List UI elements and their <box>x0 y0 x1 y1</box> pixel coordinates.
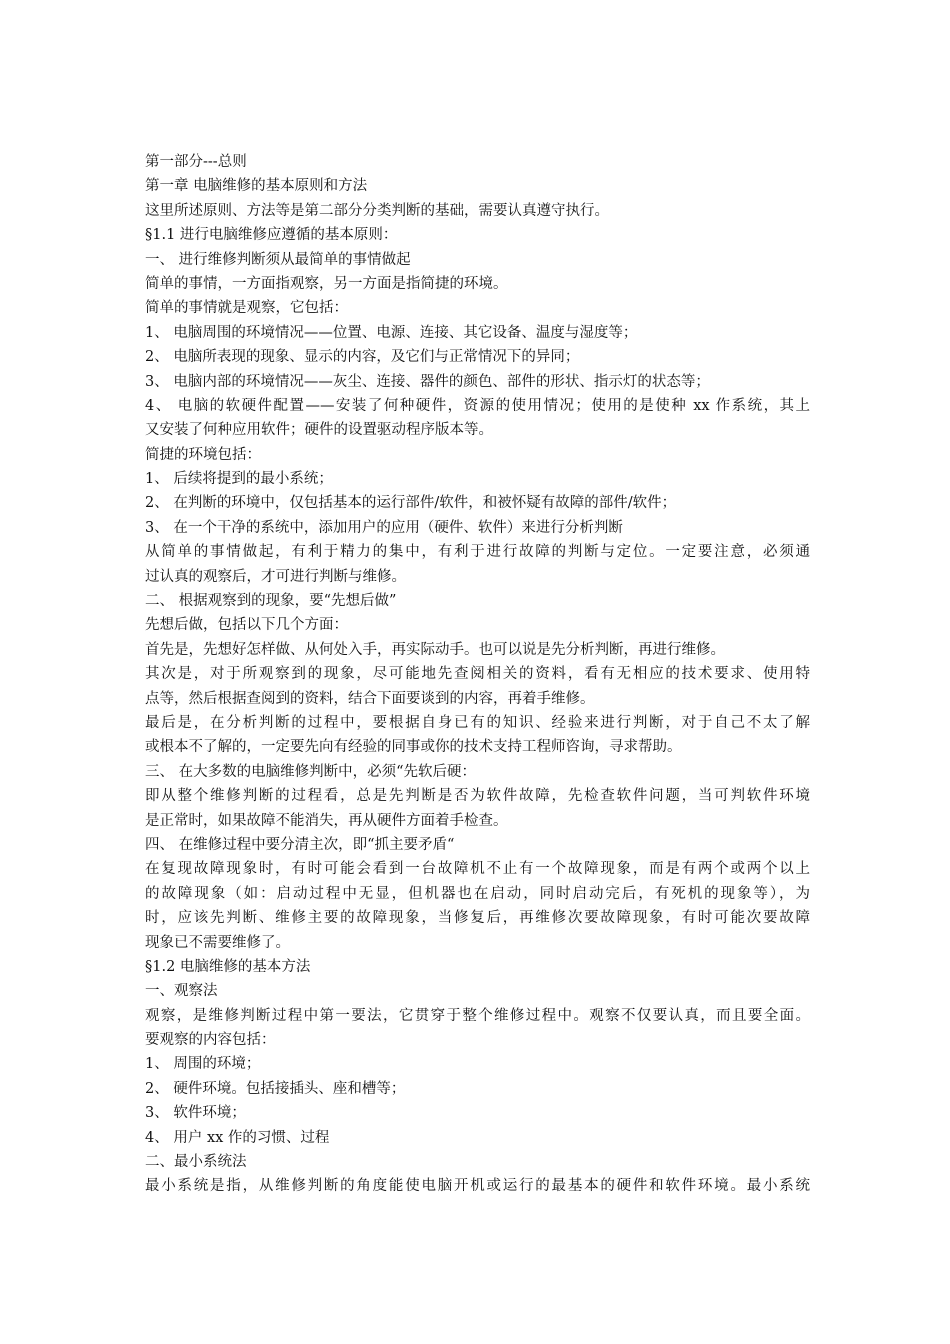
section-heading-1-2: §1.2 电脑维修的基本方法 <box>145 958 311 975</box>
principle-heading-2: 二、 根据观察到的现象，要“先想后做” <box>145 593 397 610</box>
text-line: 最后是，在分析判断的过程中，要根据自身已有的知识、经验来进行判断，对于自己不太了解 <box>145 714 810 731</box>
part-heading: 第一部分---总则 <box>145 154 247 170</box>
text-line: 点等，然后根据查阅到的资料，结合下面要谈到的内容，再着手维修。 <box>145 690 595 707</box>
section-heading-1-1: §1.1 进行电脑维修应遵循的基本原则： <box>145 227 398 244</box>
text-line: 其次是，对于所观察到的现象，尽可能地先查阅相关的资料，看有无相应的技术要求、使用特 <box>145 666 810 683</box>
text-line: 首先是，先想好怎样做、从何处入手，再实际动手。也可以说是先分析判断，再进行维修。 <box>145 641 725 658</box>
text-line: 即从整个维修判断的过程看，总是先判断是否为软件故障，先检查软件问题，当可判软件环境 <box>145 788 810 805</box>
principle-heading-3: 三、 在大多数的电脑维修判断中，必须“先软后硬： <box>145 763 477 780</box>
principle-heading-4: 四、 在维修过程中要分清主次，即“抓主要矛盾“ <box>145 836 455 853</box>
text-line: 现象已不需要维修了。 <box>145 934 290 951</box>
text-line: 或根本不了解的，一定要先向有经验的同事或你的技术支持工程师咨询，寻求帮助。 <box>145 739 682 756</box>
text-line: 最小系统是指，从维修判断的角度能使电脑开机或运行的最基本的硬件和软件环境。最小系统 <box>145 1178 810 1195</box>
list-item-continuation: 又安装了何种应用软件；硬件的设置驱动程序版本等。 <box>145 422 493 439</box>
method-heading-1: 一、观察法 <box>145 983 218 1000</box>
document-body <box>145 150 810 1199</box>
list-item: 2、 在判断的环境中，仅包括基本的运行部件/软件，和被怀疑有故障的部件/软件； <box>145 495 677 512</box>
text-line: 在复现故障现象时，有时可能会看到一台故障机不止有一个故障现象，而是有两个或两个以上 <box>145 861 810 878</box>
list-item: 1、 后续将提到的最小系统； <box>145 471 333 488</box>
principle-heading-1: 一、 进行维修判断须从最简单的事情做起 <box>145 251 411 268</box>
chapter-heading: 第一章 电脑维修的基本原则和方法 <box>145 178 368 195</box>
text-line: 简单的事情就是观察，它包括： <box>145 300 348 317</box>
text-line: 时，应该先判断、维修主要的故障现象，当修复后，再维修次要故障现象，有时可能次要故障 <box>145 910 810 927</box>
list-item: 1、 周围的环境； <box>145 1056 261 1073</box>
list-item: 4、 电脑的软硬件配置——安装了何种硬件，资源的使用情况；使用的是使种 xx 作系统，其上 <box>145 397 810 414</box>
list-item: 2、 电脑所表现的现象、显示的内容，及它们与正常情况下的异同； <box>145 349 580 366</box>
text-line: 是正常时，如果故障不能消失，再从硬件方面着手检查。 <box>145 812 508 829</box>
text-line: 简单的事情，一方面指观察，另一方面是指简捷的环境。 <box>145 275 508 292</box>
list-item: 4、 用户 xx 作的习惯、过程 <box>145 1129 330 1146</box>
text-line: 简捷的环境包括： <box>145 446 261 463</box>
list-item: 1、 电脑周围的环境情况——位置、电源、连接、其它设备、温度与湿度等； <box>145 324 638 341</box>
intro-paragraph: 这里所述原则、方法等是第二部分分类判断的基础，需要认真遵守执行。 <box>145 202 609 219</box>
text-line: 过认真的观察后，才可进行判断与维修。 <box>145 568 406 585</box>
text-line: 先想后做，包括以下几个方面： <box>145 617 348 634</box>
text-line: 从简单的事情做起，有利于精力的集中，有利于进行故障的判断与定位。一定要注意，必须通 <box>145 544 810 561</box>
text-line: 要观察的内容包括： <box>145 1032 276 1049</box>
list-item: 3、 软件环境； <box>145 1105 246 1122</box>
text-line: 观察，是维修判断过程中第一要法，它贯穿于整个维修过程中。观察不仅要认真，而且要全面。 <box>145 1007 810 1024</box>
list-item: 2、 硬件环境。包括接插头、座和槽等； <box>145 1080 406 1097</box>
list-item: 3、 电脑内部的环境情况——灰尘、连接、器件的颜色、部件的形状、指示灯的状态等； <box>145 373 710 390</box>
method-heading-2: 二、最小系统法 <box>145 1154 247 1171</box>
list-item: 3、 在一个干净的系统中，添加用户的应用（硬件、软件）来进行分析判断 <box>145 519 623 536</box>
text-line: 的故障现象（如：启动过程中无显，但机器也在启动，同时启动完后，有死机的现象等），为 <box>145 885 810 902</box>
